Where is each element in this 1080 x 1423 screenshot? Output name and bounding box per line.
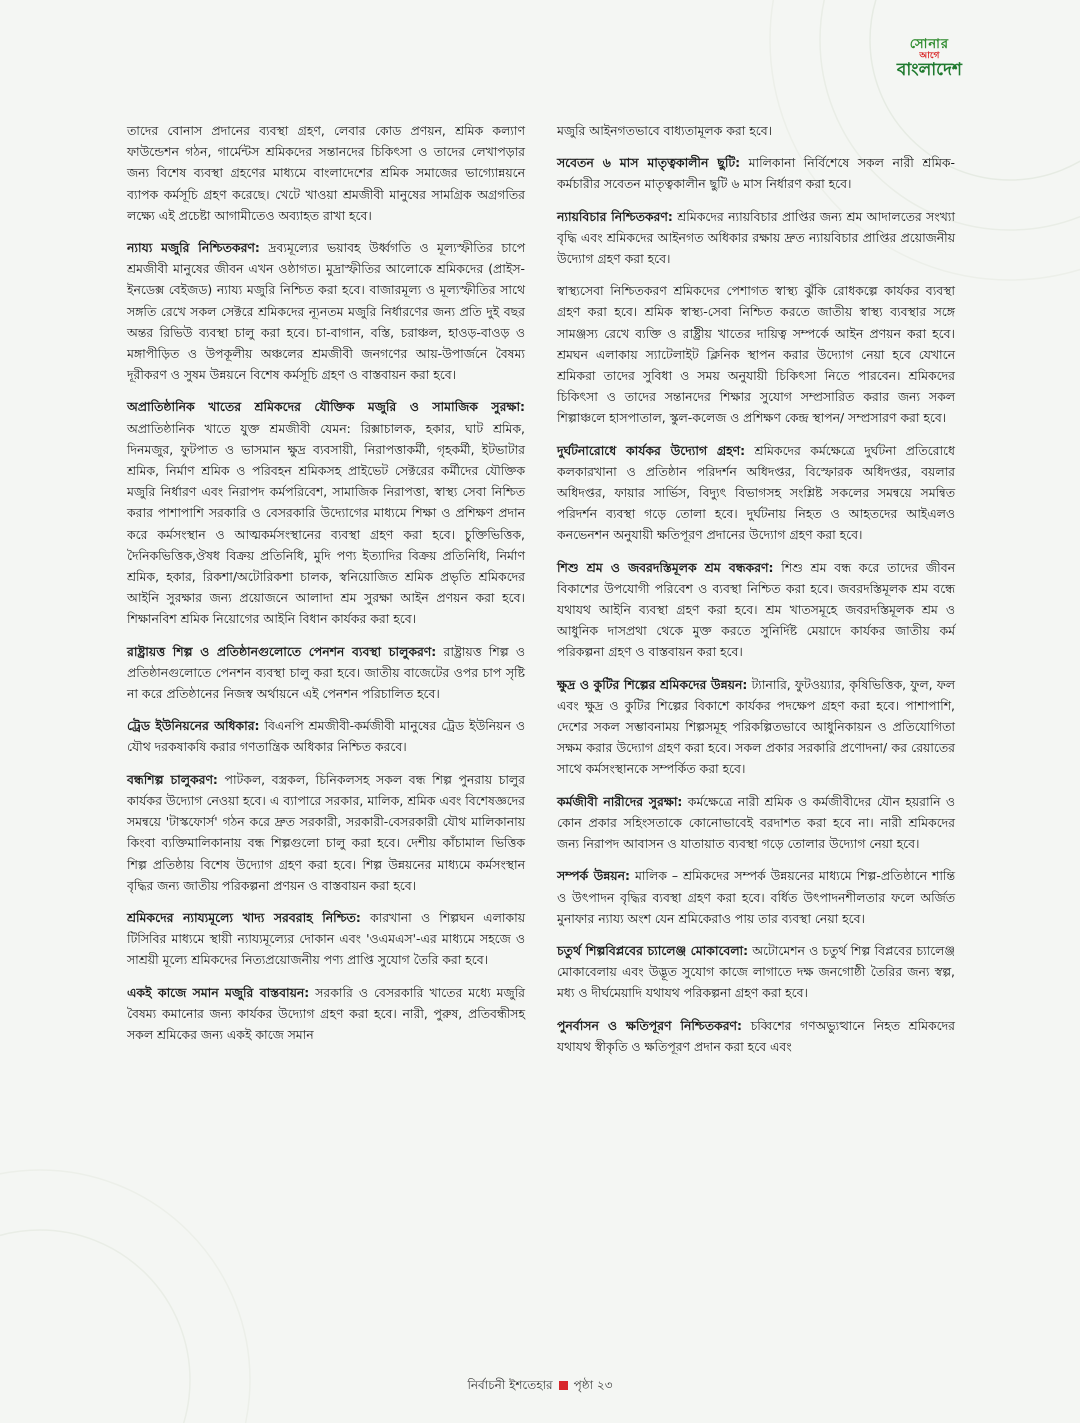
paragraph-body: ট্যানারি, ফুটওয়্যার, কৃষিভিত্তিক, ফুল, ফল এবং ক্ষুদ্র ও কুটির শিল্পের বিকাশে কার্যকর পদক্ষেপ গ্রহণ করা হবে। পাশাপাশি, দেশের সকল সম্ভাবনাময় শিল্পসমূহ পরিকল্পিতভাবে আধুনিকায়ন ও প্রতিযোগিতা সক্ষম করার উদ্যোগ গ্রহণ করা হবে। সকল প্রকার সরকারি প্রণোদনা/ কর রেয়াতের সাথে কর্মসংস্থানকে সম্পর্কিত করা হবে। [557,676,955,777]
paragraph-heading: কর্মজীবী নারীদের সুরক্ষা: [557,793,683,809]
paragraph-body: কারখানা ও শিল্পঘন এলাকায় টিসিবির মাধ্যমে স্থায়ী ন্যায্যমূল্যের দোকান এবং 'ওএমএস'-এর মাধ্যমে সহজে ও সাশ্রয়ী মূল্যে শ্রমিকদের নিত্যপ্রয়োজনীয় পণ্য প্রাপ্তি সুযোগ তৈরি করা হবে। [127,909,525,968]
paragraph [127,715,525,757]
paragraph-body: চব্বিশের গণঅভ্যুত্থানে নিহত শ্রমিকদের যথাযথ স্বীকৃতি ও ক্ষতিপূরণ প্রদান করা হবে এবং [557,1017,955,1054]
paragraph-heading: একই কাজে সমান মজুরি বাস্তবায়ন: [127,984,310,1000]
paragraph [557,940,955,1004]
paragraph-heading: অপ্রাতিষ্ঠানিক খাতের শ্রমিকদের যৌক্তিক মজুরি ও সামাজিক সুরক্ষা: [127,399,525,415]
footer-title: নির্বাচনী ইশতেহার [467,1378,553,1392]
paragraph [557,557,955,663]
paragraph-body: শ্রমিকদের কর্মক্ষেত্রে দুর্ঘটনা প্রতিরোধে কলকারখানা ও প্রতিষ্ঠান পরিদর্শন অধিদপ্তর, বিস্ফোরক অধিদপ্তর, বয়লার অধিদপ্তর, ফায়ার সার্ভিস, বিদ্যুৎ বিভাগসহ সংশ্লিষ্ট সকলের সমন্বয়ে সমন্বিত পরিদর্শন ব্যবস্থা গড়ে তোলা হবে। দুর্ঘটনায় নিহত ও আহতদের আইএলও কনভেনশন অনুযায়ী ক্ষতিপূরণ প্রদানের উদ্যোগ গ্রহণ করা হবে। [557,442,955,543]
page-footer [0,1377,1080,1397]
paragraph-heading: ক্ষুদ্র ও কুটির শিল্পের শ্রমিকদের উন্নয়ন: [557,676,748,692]
paragraph [557,440,955,546]
logo-line-1: সোনার [909,37,950,52]
paragraph [127,907,525,971]
paragraph [557,865,955,929]
paragraph-body: তাদের বোনাস প্রদানের ব্যবস্থা গ্রহণ, লেবার কোড প্রণয়ন, শ্রমিক কল্যাণ ফাউন্ডেশন গঠন, গার্মেন্টস শ্রমিকদের সন্তানদের চিকিৎসা ও তাদের লেখাপড়ার জন্য বিশেষ ব্যবস্থা গ্রহণের মাধ্যমে বাংলাদেশের শ্রমিক সমাজের ভাগ্যোন্নয়নে ব্যাপক কর্মসূচি গ্রহণ করেছে। খেটে খাওয়া শ্রমজীবী মানুষের সামগ্রিক অগ্রগতির লক্ষ্যে এই প্রচেষ্টা আগামীতেও অব্যাহত রাখা হবে। [127,123,525,223]
paragraph-body: বিএনপি শ্রমজীবী-কর্মজীবী মানুষের ট্রেড ইউনিয়ন ও যৌথ দরকষাকষি করার গণতান্ত্রিক অধিকার নিশ্চিত করবে। [127,718,525,755]
paragraph-heading: পুনর্বাসন ও ক্ষতিপূরণ নিশ্চিতকরণ: [557,1017,742,1033]
paragraph-heading: সম্পর্ক উন্নয়ন: [557,868,630,884]
paragraph [127,396,525,629]
brand-logo [897,38,962,79]
paragraph [127,769,525,896]
page-number: পৃষ্ঠা ২৩ [573,1378,613,1392]
paragraph-heading: শিশু শ্রম ও জবরদস্তিমূলক শ্রম বন্ধকরণ: [557,559,774,575]
paragraph-body: কর্মক্ষেত্রে নারী শ্রমিক ও কর্মজীবীদের যৌন হয়রানি ও কোন প্রকার সহিংসতাকে কোনোভাবেই বরদাশত করা হবে না। নারী শ্রমিকদের জন্য নিরাপদ আবাসন ও যাতায়াত ব্যবস্থা গড়ে তোলার উদ্যোগ নেয়া হবে। [557,793,955,852]
paragraph-heading: দুর্ঘটনারোধে কার্যকর উদ্যোগ গ্রহণ: [557,442,746,458]
paragraph [127,641,525,705]
paragraph-body: শিশু শ্রম বন্ধ করে তাদের জীবন বিকাশের উপযোগী পরিবেশ ও ব্যবস্থা নিশ্চিত করা হবে। জবরদস্তিমূলক শ্রম বন্ধে যথাযথ আইনি ব্যবস্থা গ্রহণ করা হবে। শ্রম খাতসমূহে জবরদস্তিমূলক শ্রম ও আধুনিক দাসপ্রথা থেকে মুক্ত করতে সুনির্দিষ্ট মেয়াদে কার্যকর জাতীয় কর্ম পরিকল্পনা গ্রহণ ও বাস্তবায়ন করা হবে। [557,559,955,660]
paragraph-heading: চতুর্থ শিল্পবিপ্লবের চ্যালেঞ্জ মোকাবেলা: [557,942,749,958]
paragraph-heading: রাষ্ট্রায়ত্ত শিল্প ও প্রতিষ্ঠানগুলোতে পেনশন ব্যবস্থা চালুকরণ: [127,643,437,659]
logo-line-3: বাংলাদেশ [896,60,962,80]
left-column [127,120,525,1056]
paragraph-body: অপ্রাতিষ্ঠানিক খাতে যুক্ত শ্রমজীবী যেমন: রিক্সাচালক, হকার, ঘাট শ্রমিক, দিনমজুর, ফুটপাত ও ভাসমান ক্ষুদ্র ব্যবসায়ী, নিরাপত্তাকর্মী, গৃহকর্মী, ইটভাটার শ্রমিক, নির্মাণ শ্রমিক ও পরিবহন শ্রমিকসহ প্রাইভেট সেক্টরের কর্মীদের যৌক্তিক মজুরি নির্ধারণ এবং নিরাপদ কর্মপরিবেশ, সামাজিক নিরাপত্তা, স্বাস্থ্য সেবা নিশ্চিত করার পাশাপাশি সরকারি ও বেসরকারি উদ্যোগের মাধ্যমে শিক্ষা ও প্রশিক্ষণ প্রদান করে কর্মসংস্থান ও আত্মকর্মসংস্থানের ব্যবস্থা গ্রহণ করা হবে। চুক্তিভিত্তিক, দৈনিকভিত্তিক,ঔষধ বিক্রয় প্রতিনিধি, মুদি পণ্য ইত্যাদির বিক্রয় প্রতিনিধি, নির্মাণ শ্রমিক, হকার, রিকশা/অটোরিকশা চালক, স্বনিয়োজিত শ্রমিক প্রভৃতি শ্রমিকদের আইনি সুরক্ষার জন্য প্রয়োজনে আলাদা শ্রম সুরক্ষা আইন প্রণয়ন করা হবে। শিক্ষানবিশ শ্রমিক নিয়োগের আইনি বিধান কার্যকর করা হবে। [127,420,525,627]
paragraph-heading: সবেতন ৬ মাস মাতৃত্বকালীন ছুটি: [557,155,741,171]
paragraph-body: পাটকল, বস্ত্রকল, চিনিকলসহ সকল বন্ধ শিল্প পুনরায় চালুর কার্যকর উদ্যোগ নেওয়া হবে। এ ব্যাপারে সরকার, মালিক, শ্রমিক এবং বিশেষজ্ঞদের সমন্বয়ে 'টাস্কফোর্স' গঠন করে দ্রুত সরকারী, সরকারী-বেসরকারী যৌথ মালিকানায় কিংবা ব্যক্তিমালিকানায় বন্ধ শিল্পগুলো চালু করা হবে। দেশীয় কাঁচামাল ভিত্তিক শিল্প প্রতিষ্ঠায় বিশেষ উদ্যোগ গ্রহণ করা হবে। শিল্প উন্নয়নের মাধ্যমে কর্মসংস্থান বৃদ্ধির জন্য জাতীয় পরিকল্পনা প্রণয়ন ও বাস্তবায়ন করা হবে। [127,771,525,893]
paragraph-heading: ন্যায্য মজুরি নিশ্চিতকরণ: [127,240,260,256]
paragraph [557,206,955,270]
logo-line-2: আগে [919,51,940,61]
paragraph-body: শ্রমিকদের ন্যায়বিচার প্রাপ্তির জন্য শ্রম আদালতের সংখ্যা বৃদ্ধি এবং শ্রমিকদের আইনগত অধিকার রক্ষায় দ্রুত ন্যায়বিচার প্রাপ্তির প্রয়োজনীয় উদ্যোগ গ্রহণ করা হবে। [557,208,955,267]
paragraph [557,120,955,141]
paragraph-body: স্বাস্থ্যসেবা নিশ্চিতকরণ শ্রমিকদের পেশাগত স্বাস্থ্য ঝুঁকি রোধকল্পে কার্যকর ব্যবস্থা গ্রহণ করা হবে। শ্রমিক স্বাস্থ্য-সেবা নিশ্চিত করতে জাতীয় স্বাস্থ্য ব্যবস্থার সঙ্গে সামঞ্জস্য রেখে ব্যক্তি ও রাষ্ট্রীয় খাতের দায়িত্ব সম্পর্কে আইন প্রণয়ন করা হবে। শ্রমঘন এলাকায় স্যাটেলাইট ক্লিনিক স্থাপন করার উদ্যোগ নেয়া হবে যেখানে শ্রমিকরা তাদের সুবিধা ও সময় অনুযায়ী চিকিৎসা নিতে পারবেন। শ্রমিকদের চিকিৎসা ও তাদের সন্তানদের শিক্ষার সুযোগ সম্প্রসারিত করার জন্য সকল শিল্পাঞ্চলে হাসপাতাল, স্কুল-কলেজ ও প্রশিক্ষণ কেন্দ্র স্থাপন/ সম্প্রসারণ করা হবে। [557,283,955,426]
paragraph [557,280,955,428]
paragraph [557,791,955,855]
paragraph-body: মজুরি আইনগতভাবে বাধ্যতামূলক করা হবে। [557,123,773,138]
paragraph-heading: ট্রেড ইউনিয়নের অধিকার: [127,718,260,734]
paragraph [127,120,525,226]
paragraph [557,152,955,194]
paragraph-body: সরকারি ও বেসরকারি খাতের মধ্যে মজুরি বৈষম্য কমানোর জন্য কার্যকর উদ্যোগ গ্রহণ করা হবে। নারী, পুরুষ, প্রতিবন্ধীসহ সকল শ্রমিকের জন্য একই কাজে সমান [127,984,525,1042]
paragraph [557,1015,955,1057]
paragraph-body: দ্রব্যমূল্যের ভয়াবহ উর্ধ্বগতি ও মূল্যস্ফীতির চাপে শ্রমজীবী মানুষের জীবন এখন ওষ্ঠাগত। মুদ্রাস্ফীতির আলোকে শ্রমিকদের (প্রাইস-ইনডেক্স বেইজড) ন্যায্য মজুরি নিশ্চিত করা হবে। বাজারমূল্য ও মূল্যস্ফীতির সাথে সঙ্গতি রেখে সকল সেক্টরে শ্রমিকদের ন্যূনতম মজুরি নির্ধারণের জন্য প্রতি দুই বছর অন্তর রিভিউ ব্যবস্থা চালু করা হবে। চা-বাগান, বস্তি, চরাঞ্চল, হাওড়-বাওড় ও মঙ্গাপীড়িত ও উপকূলীয় অঞ্চলের শ্রমজীবী জনগণের আয়-উপার্জনে বৈষম্য দূরীকরণ ও সুষম উন্নয়নে বিশেষ কর্মসূচি গ্রহণ ও বাস্তবায়ন করা হবে। [127,240,525,383]
paragraph-body: মালিকানা নির্বিশেষে সকল নারী শ্রমিক-কর্মচারীর সবেতন মাতৃত্বকালীন ছুটি ৬ মাস নির্ধারণ করা হবে। [557,155,955,192]
paragraph [127,982,525,1046]
paragraph [557,674,955,780]
paragraph-heading: বন্ধশিল্প চালুকরণ: [127,771,218,787]
right-column [557,120,955,1068]
paragraph-body: রাষ্ট্রায়ত্ত শিল্প ও প্রতিষ্ঠানগুলোতে পেনশন ব্যবস্থা চালু করা হবে। জাতীয় বাজেটের ওপর চাপ সৃষ্টি না করে প্রতিষ্ঠানের নিজস্ব অর্থায়নে এই পেনশন পরিচালিত হবে। [127,643,525,702]
paragraph-heading: ন্যায়বিচার নিশ্চিতকরণ: [557,208,673,224]
footer-separator-square [559,1381,568,1390]
paragraph-body: মালিক – শ্রমিকদের সম্পর্ক উন্নয়নের মাধ্যমে শিল্প-প্রতিষ্ঠানে শান্তি ও উৎপাদন বৃদ্ধির ব্যবস্থা গ্রহণ করা হবে। বর্ধিত উৎপাদনশীলতার ফলে অর্জিত মুনাফার ন্যায্য অংশ যেন শ্রমিকেরাও পায় তার ব্যবস্থা নেয়া হবে। [557,868,955,926]
paragraph [127,237,525,385]
paragraph-heading: শ্রমিকদের ন্যায্যমূল্যে খাদ্য সরবরাহ নিশ্চিত: [127,909,361,925]
paragraph-body: অটোমেশন ও চতুর্থ শিল্প বিপ্লবের চ্যালেঞ্জ মোকাবেলায় এবং উদ্ভূত সুযোগ কাজে লাগাতে দক্ষ জনগোষ্ঠী তৈরির জন্য স্বল্প, মধ্য ও দীর্ঘমেয়াদি যথাযথ পরিকল্পনা গ্রহণ করা হবে। [557,942,955,1001]
